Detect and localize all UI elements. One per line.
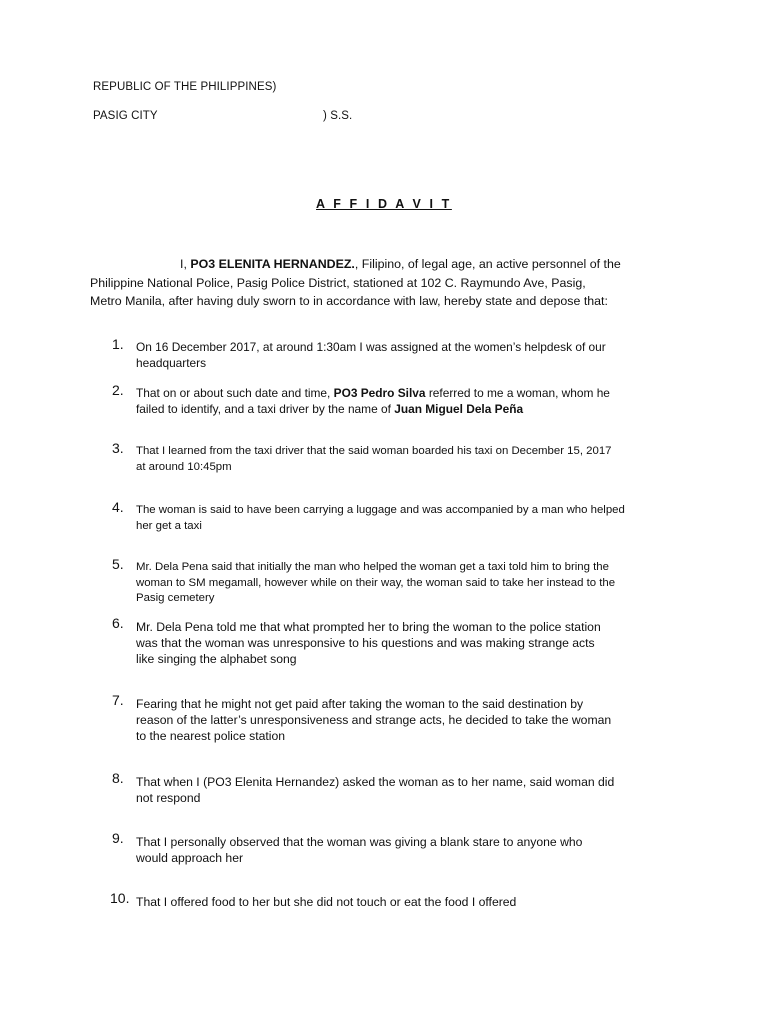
item-text-line: That when I (PO3 Elenita Hernandez) asked the woman as to her name, said woman did bbox=[136, 775, 615, 789]
intro-paragraph bbox=[90, 255, 690, 311]
item-text-segment: failed to identify, and a taxi driver by the name of bbox=[136, 401, 395, 416]
intro-prefix: I, bbox=[180, 257, 191, 271]
item-text-line: That I learned from the taxi driver that the said woman boarded his taxi on December 15, 2017 bbox=[136, 445, 612, 457]
item-number: 8. bbox=[112, 770, 124, 786]
intro-line3: Metro Manila, after having duly sworn to in accordance with law, hereby state and depose that: bbox=[90, 294, 608, 309]
affiant-name: PO3 ELENITA HERNANDEZ. bbox=[190, 257, 355, 271]
header-city: PASIG CITY bbox=[93, 110, 158, 122]
item-text-line: not respond bbox=[136, 791, 201, 806]
header-republic: REPUBLIC OF THE PHILIPPINES) bbox=[93, 81, 277, 93]
item-number: 2. bbox=[112, 382, 124, 398]
item-text-line: her get a taxi bbox=[136, 519, 202, 532]
item-text-line: Fearing that he might not get paid after taking the woman to the said destination by bbox=[136, 697, 584, 711]
item-number: 3. bbox=[112, 440, 124, 456]
item-text-line: reason of the latter’s unresponsiveness and strange acts, he decided to take the woman bbox=[136, 713, 612, 728]
item-text-line: That I personally observed that the woman was giving a blank stare to anyone who bbox=[136, 835, 583, 849]
intro-line2: Philippine National Police, Pasig Police District, stationed at 102 C. Raymundo Ave, Pasig, bbox=[90, 275, 586, 290]
document-title: A F F I D A V I T bbox=[316, 197, 452, 211]
driver-name: Juan Miguel Dela Peña bbox=[394, 401, 524, 416]
item-number: 1. bbox=[112, 336, 124, 352]
item-number: 5. bbox=[112, 556, 124, 572]
item-number: 9. bbox=[112, 830, 124, 846]
item-text-line: Pasig cemetery bbox=[136, 592, 215, 605]
header-ss: ) S.S. bbox=[323, 110, 353, 122]
item-text-line: was that the woman was unresponsive to his questions and was making strange acts bbox=[136, 636, 595, 651]
item-text-line: The woman is said to have been carrying a luggage and was accompanied by a man who helped bbox=[136, 504, 625, 516]
item-number: 10. bbox=[110, 890, 130, 906]
item-text-line: at around 10:45pm bbox=[136, 460, 232, 473]
item-text-line: to the nearest police station bbox=[136, 729, 286, 744]
item-text-line: would approach her bbox=[136, 851, 244, 866]
item-text-line: headquarters bbox=[136, 355, 207, 370]
item-text-line: Mr. Dela Pena said that initially the man who helped the woman get a taxi told him to bring the bbox=[136, 561, 609, 573]
item-text-line: That I offered food to her but she did not touch or eat the food I offered bbox=[136, 895, 517, 909]
item-text-line: On 16 December 2017, at around 1:30am I was assigned at the women’s helpdesk of our bbox=[136, 340, 606, 354]
item-text-segment: referred to me a woman, whom he bbox=[425, 386, 610, 400]
item-number: 4. bbox=[112, 499, 124, 515]
item-text-line: Mr. Dela Pena told me that what prompted her to bring the woman to the police station bbox=[136, 620, 601, 634]
item-number: 6. bbox=[112, 615, 124, 631]
item-number: 7. bbox=[112, 692, 124, 708]
item-text-line: like singing the alphabet song bbox=[136, 652, 297, 667]
intro-line1-rest: , Filipino, of legal age, an active personnel of the bbox=[354, 257, 621, 271]
officer-name: PO3 Pedro Silva bbox=[333, 386, 426, 400]
item-text-line: woman to SM megamall, however while on their way, the woman said to take her instead to the bbox=[136, 576, 616, 589]
item-text-segment: That on or about such date and time, bbox=[136, 386, 334, 400]
